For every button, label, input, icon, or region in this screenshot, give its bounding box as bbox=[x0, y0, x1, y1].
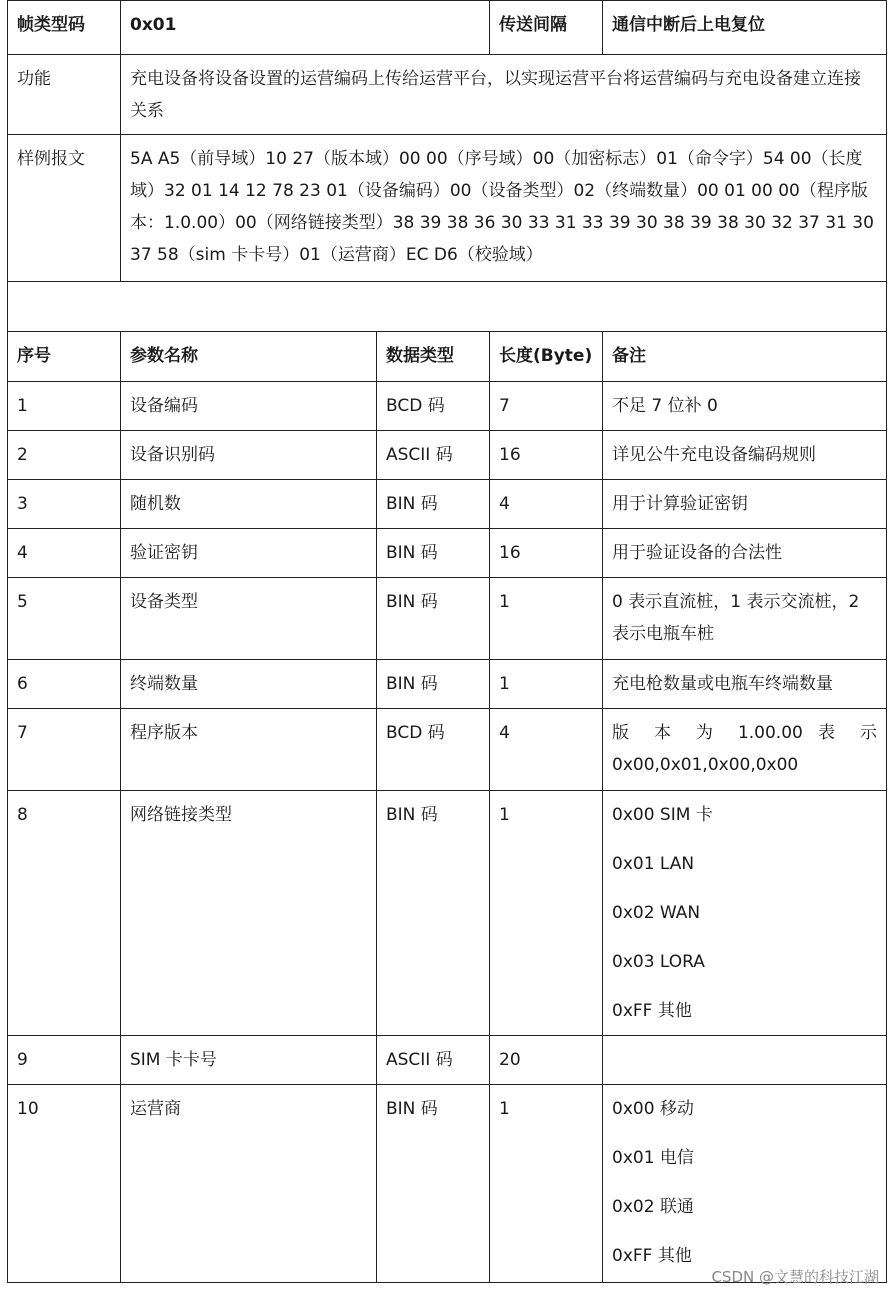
frame-type-value: 0x01 bbox=[121, 1, 490, 55]
header-notes: 备注 bbox=[603, 332, 887, 382]
note-line: 0x02 WAN bbox=[612, 903, 701, 923]
params-table bbox=[7, 331, 887, 1283]
row-number: 9 bbox=[8, 1036, 121, 1085]
note-line: 0x01 LAN bbox=[612, 854, 695, 874]
note-line: 不足 7 位补 0 bbox=[612, 396, 718, 416]
header-length: 长度(Byte) bbox=[490, 332, 603, 382]
note-line: 0xFF 其他 bbox=[612, 1246, 692, 1266]
byte-length: 16 bbox=[490, 431, 603, 480]
byte-length: 1 bbox=[490, 791, 603, 1036]
byte-length: 4 bbox=[490, 709, 603, 791]
data-type: BIN 码 bbox=[377, 791, 490, 1036]
function-label: 功能 bbox=[8, 55, 121, 135]
table-row bbox=[8, 791, 887, 1036]
param-name: SIM 卡卡号 bbox=[121, 1036, 377, 1085]
byte-length: 1 bbox=[490, 578, 603, 660]
params-header-row bbox=[8, 332, 887, 382]
data-type: BIN 码 bbox=[377, 1085, 490, 1283]
byte-length: 20 bbox=[490, 1036, 603, 1085]
note-line: 充电枪数量或电瓶车终端数量 bbox=[612, 674, 833, 694]
header-no: 序号 bbox=[8, 332, 121, 382]
data-type: ASCII 码 bbox=[377, 1036, 490, 1085]
table-row bbox=[8, 660, 887, 709]
param-name: 程序版本 bbox=[121, 709, 377, 791]
note-line: 用于验证设备的合法性 bbox=[612, 543, 782, 563]
table-row bbox=[8, 578, 887, 660]
row-number: 6 bbox=[8, 660, 121, 709]
header-type: 数据类型 bbox=[377, 332, 490, 382]
row-number: 3 bbox=[8, 480, 121, 529]
param-name: 随机数 bbox=[121, 480, 377, 529]
param-notes bbox=[603, 529, 887, 578]
note-line: 0x03 LORA bbox=[612, 952, 705, 972]
param-notes bbox=[603, 660, 887, 709]
param-name: 验证密钥 bbox=[121, 529, 377, 578]
param-name: 终端数量 bbox=[121, 660, 377, 709]
row-number: 5 bbox=[8, 578, 121, 660]
header-name: 参数名称 bbox=[121, 332, 377, 382]
param-notes bbox=[603, 1036, 887, 1085]
protocol-table-container bbox=[7, 0, 886, 1283]
interval-value: 通信中断后上电复位 bbox=[603, 1, 887, 55]
data-type: BCD 码 bbox=[377, 382, 490, 431]
note-line: 用于计算验证密钥 bbox=[612, 494, 748, 514]
function-text: 充电设备将设备设置的运营编码上传给运营平台，以实现运营平台将运营编码与充电设备建立连接关系 bbox=[121, 55, 887, 135]
function-row bbox=[8, 55, 887, 135]
row-number: 4 bbox=[8, 529, 121, 578]
interval-label: 传送间隔 bbox=[490, 1, 603, 55]
param-name: 设备识别码 bbox=[121, 431, 377, 480]
table-row bbox=[8, 529, 887, 578]
data-type: BCD 码 bbox=[377, 709, 490, 791]
row-number: 1 bbox=[8, 382, 121, 431]
data-type: BIN 码 bbox=[377, 660, 490, 709]
param-notes bbox=[603, 480, 887, 529]
note-line: 0 表示直流桩，1 表示交流桩，2 表示电瓶车桩 bbox=[612, 592, 860, 644]
param-notes bbox=[603, 791, 887, 1036]
row-number: 10 bbox=[8, 1085, 121, 1283]
sample-row bbox=[8, 135, 887, 282]
frame-header-table bbox=[7, 0, 887, 332]
watermark: CSDN @文慧的科技江湖 bbox=[711, 1268, 879, 1286]
note-line: 0x02 联通 bbox=[612, 1197, 694, 1217]
row-number: 8 bbox=[8, 791, 121, 1036]
params-body bbox=[8, 382, 887, 1283]
note-line: 详见公牛充电设备编码规则 bbox=[612, 445, 816, 465]
param-name: 设备类型 bbox=[121, 578, 377, 660]
table-row bbox=[8, 480, 887, 529]
frame-type-label: 帧类型码 bbox=[8, 1, 121, 55]
sample-text: 5A A5（前导域）10 27（版本域）00 00（序号域）00（加密标志）01（命令字）54 00（长度域）32 01 14 12 78 23 01（设备编码）00（设备类型）02（终端数量）00 01 00 00（程序版本：1.0.00）00（网络链接类型）38 39 38 36 30 33 31 33 39 30 38 39 38 30 32 37 31 30 37 58（sim 卡卡号）01（运营商）EC D6（校验域） bbox=[121, 135, 887, 282]
param-name: 运营商 bbox=[121, 1085, 377, 1283]
byte-length: 4 bbox=[490, 480, 603, 529]
byte-length: 1 bbox=[490, 1085, 603, 1283]
data-type: BIN 码 bbox=[377, 529, 490, 578]
param-notes bbox=[603, 709, 887, 791]
note-line: 0x00 移动 bbox=[612, 1099, 694, 1119]
table-row bbox=[8, 382, 887, 431]
table-row bbox=[8, 1036, 887, 1085]
note-line: 0x00,0x01,0x00,0x00 bbox=[612, 755, 799, 775]
note-line: 0xFF 其他 bbox=[612, 1001, 692, 1021]
note-line: 0x00 SIM 卡 bbox=[612, 805, 713, 825]
table-row bbox=[8, 431, 887, 480]
data-type: ASCII 码 bbox=[377, 431, 490, 480]
data-type: BIN 码 bbox=[377, 578, 490, 660]
byte-length: 7 bbox=[490, 382, 603, 431]
param-notes bbox=[603, 578, 887, 660]
row-number: 2 bbox=[8, 431, 121, 480]
param-name: 设备编码 bbox=[121, 382, 377, 431]
table-row bbox=[8, 709, 887, 791]
param-name: 网络链接类型 bbox=[121, 791, 377, 1036]
table-row bbox=[8, 1085, 887, 1283]
row-number: 7 bbox=[8, 709, 121, 791]
byte-length: 16 bbox=[490, 529, 603, 578]
data-type: BIN 码 bbox=[377, 480, 490, 529]
spacer-row bbox=[8, 282, 887, 332]
note-line: 版 本 为 1.00.00 表 示 bbox=[612, 723, 877, 743]
byte-length: 1 bbox=[490, 660, 603, 709]
param-notes bbox=[603, 431, 887, 480]
frame-type-row bbox=[8, 1, 887, 55]
param-notes bbox=[603, 1085, 887, 1283]
spacer-cell bbox=[8, 282, 887, 332]
note-line: 0x01 电信 bbox=[612, 1148, 694, 1168]
sample-label: 样例报文 bbox=[8, 135, 121, 282]
param-notes bbox=[603, 382, 887, 431]
